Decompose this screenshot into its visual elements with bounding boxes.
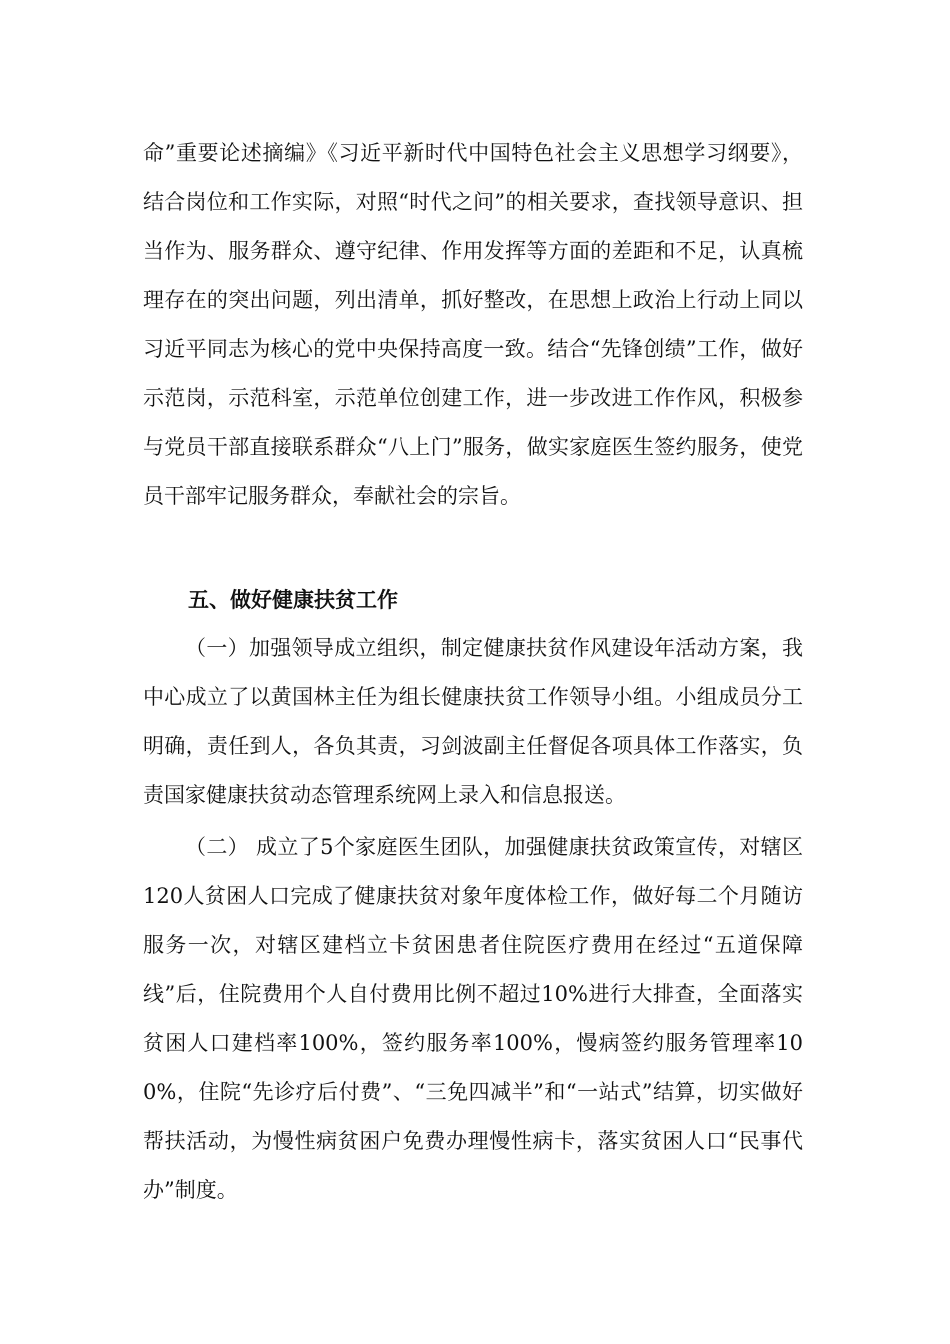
- paragraph-1: （一）加强领导成立组织，制定健康扶贫作风建设年活动方案，我中心成立了以黄国林主任为组长健康扶贫工作领导小组。小组成员分工明确，责任到人，各负其责，习剑波副主任督促各项具体工作落实，负责国家健康扶贫动态管理系统网上录入和信息报送。: [143, 636, 803, 807]
- section-heading: 五、做好健康扶贫工作: [188, 588, 398, 612]
- paragraph-2: （二） 成立了5个家庭医生团队，加强健康扶贫政策宣传，对辖区120人贫困人口完成了健康扶贫对象年度体检工作，做好每二个月随访服务一次，对辖区建档立卡贫困患者住院医疗费用在经过“五道保障线”后，住院费用个人自付费用比例不超过10%进行大排查，全面落实贫困人口建档率100%，签约服务率100%，慢病签约服务管理率100%，住院“先诊疗后付费”、“三免四减半”和“一站式”结算，切实做好帮扶活动，为慢性病贫困户免费办理慢性病卡，落实贫困人口“民事代办”制度。: [143, 835, 803, 1202]
- continued-paragraph: 命”重要论述摘编》《习近平新时代中国特色社会主义思想学习纲要》，结合岗位和工作实际，对照“时代之问”的相关要求，查找领导意识、担当作为、服务群众、遵守纪律、作用发挥等方面的差距和不足，认真梳理存在的突出问题，列出清单，抓好整改，在思想上政治上行动上同以习近平同志为核心的党中央保持高度一致。结合“先锋创绩”工作，做好示范岗，示范科室，示范单位创建工作，进一步改进工作作风，积极参与党员干部直接联系群众“八上门”服务，做实家庭医生签约服务，使党员干部牢记服务群众，奉献社会的宗旨。: [143, 141, 803, 508]
